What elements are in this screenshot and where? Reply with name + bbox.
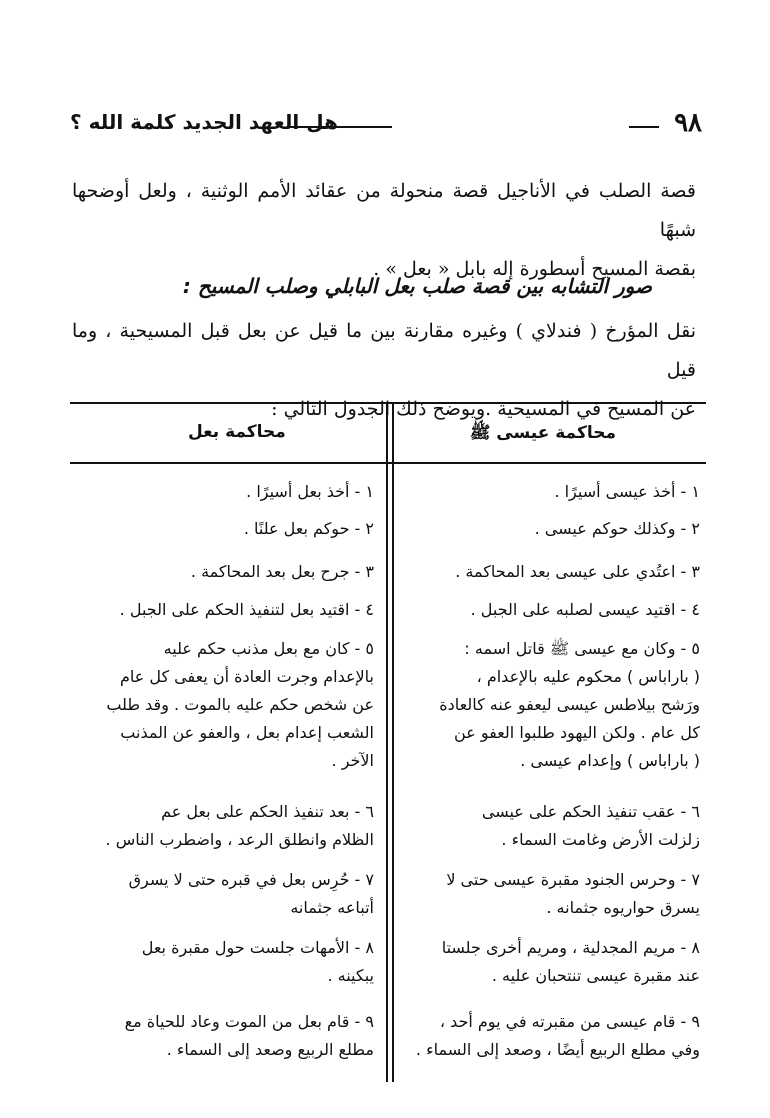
- table-row: ٧ - حُرِس بعل في قبره حتى لا يسرق أتباعه جثمانه: [128, 870, 374, 917]
- table-row: ٩ - قام بعل من الموت وعاد للحياة مع مطلع الربيع وصعد إلى السماء .: [124, 1012, 374, 1059]
- section-heading: صور التشابه بين قصة صلب بعل البابلي وصلب المسيح :: [182, 274, 652, 298]
- table-row: ٤ - اقتيد عيسى لصلبه على الجبل .: [470, 600, 700, 619]
- table-top-rule: [70, 402, 706, 404]
- table-header-rule: [70, 462, 706, 464]
- table-row: ٤ - اقتيد بعل لتنفيذ الحكم على الجبل .: [119, 600, 374, 619]
- table-row: ٥ - كان مع بعل مذنب حكم عليه بالإعدام وجرت العادة أن يعفى كل عام عن شخص حكم عليه بالموت . وقد طلب الشعب إعدام بعل ، والعفو عن المذنب الآخر .: [106, 639, 374, 770]
- comparison-table: [70, 402, 706, 1082]
- header-rule-short: [629, 126, 659, 128]
- table-row: ٦ - بعد تنفيذ الحكم على بعل عم الظلام وانطلق الرعد ، واضطرب الناس .: [105, 802, 374, 849]
- table-row: ١ - أخذ بعل أسيرًا .: [246, 482, 374, 501]
- table-row: ٣ - جرح بعل بعد المحاكمة .: [190, 562, 374, 581]
- body-line: نقل المؤرخ ( فندلاي ) وغيره مقارنة بين ما قيل عن بعل قبل المسيحية ، وما قيل: [72, 320, 696, 381]
- header-jesus-trial: محاكمة عيسى ﷺ: [469, 423, 616, 443]
- table-row: ٢ - حوكم بعل علنًا .: [243, 519, 374, 538]
- body-line: عن المسيح في المسيحية .ويوضح ذلك الجدول التالي :: [271, 398, 696, 420]
- page-number: ٩٨: [674, 108, 702, 138]
- table-row: ٩ - قام عيسى من مقبرته في يوم أحد ، وفي مطلع الربيع أيضًا ، وصعد إلى السماء .: [415, 1012, 700, 1059]
- table-row: ١ - أخذ عيسى أسيرًا .: [554, 482, 700, 501]
- table-row: ٣ - اعتُدي على عيسى بعد المحاكمة .: [455, 562, 700, 581]
- table-row: ٧ - وحرس الجنود مقبرة عيسى حتى لا يسرق حواريوه جثمانه .: [446, 870, 700, 917]
- header-baal-trial: محاكمة بعل: [188, 422, 286, 442]
- table-row: ٨ - الأمهات جلست حول مقبرة بعل يبكينه .: [141, 938, 374, 985]
- table-row: ٥ - وكان مع عيسى ﷺ قاتل اسمه : ( باراباس ) محكوم عليه بالإعدام ، ورَشح بيلاطس عيسى ليعفو عنه كالعادة كل عام . ولكن اليهود طلبوا العفو عن ( باراباس ) وإعدام عيسى .: [439, 639, 700, 770]
- intro-line: بقصة المسيح أسطورة إله بابل « بعل » .: [373, 258, 696, 280]
- table-row: ٦ - عقب تنفيذ الحكم على عيسى زلزلت الأرض وغامت السماء .: [481, 802, 700, 849]
- intro-paragraph: [72, 172, 696, 289]
- column-divider-double: [392, 402, 394, 1082]
- column-divider: [386, 402, 388, 1082]
- page-header: [70, 108, 702, 148]
- table-row: ٢ - وكذلك حوكم عيسى .: [534, 519, 700, 538]
- running-title: هل العهد الجديد كلمة الله ؟: [70, 110, 338, 134]
- table-row: ٨ - مريم المجدلية ، ومريم أخرى جلستا عند مقبرة عيسى تنتحبان عليه .: [441, 938, 700, 985]
- intro-line: قصة الصلب في الأناجيل قصة منحولة من عقائد الأمم الوثنية ، ولعل أوضحها شبهًا: [72, 180, 696, 241]
